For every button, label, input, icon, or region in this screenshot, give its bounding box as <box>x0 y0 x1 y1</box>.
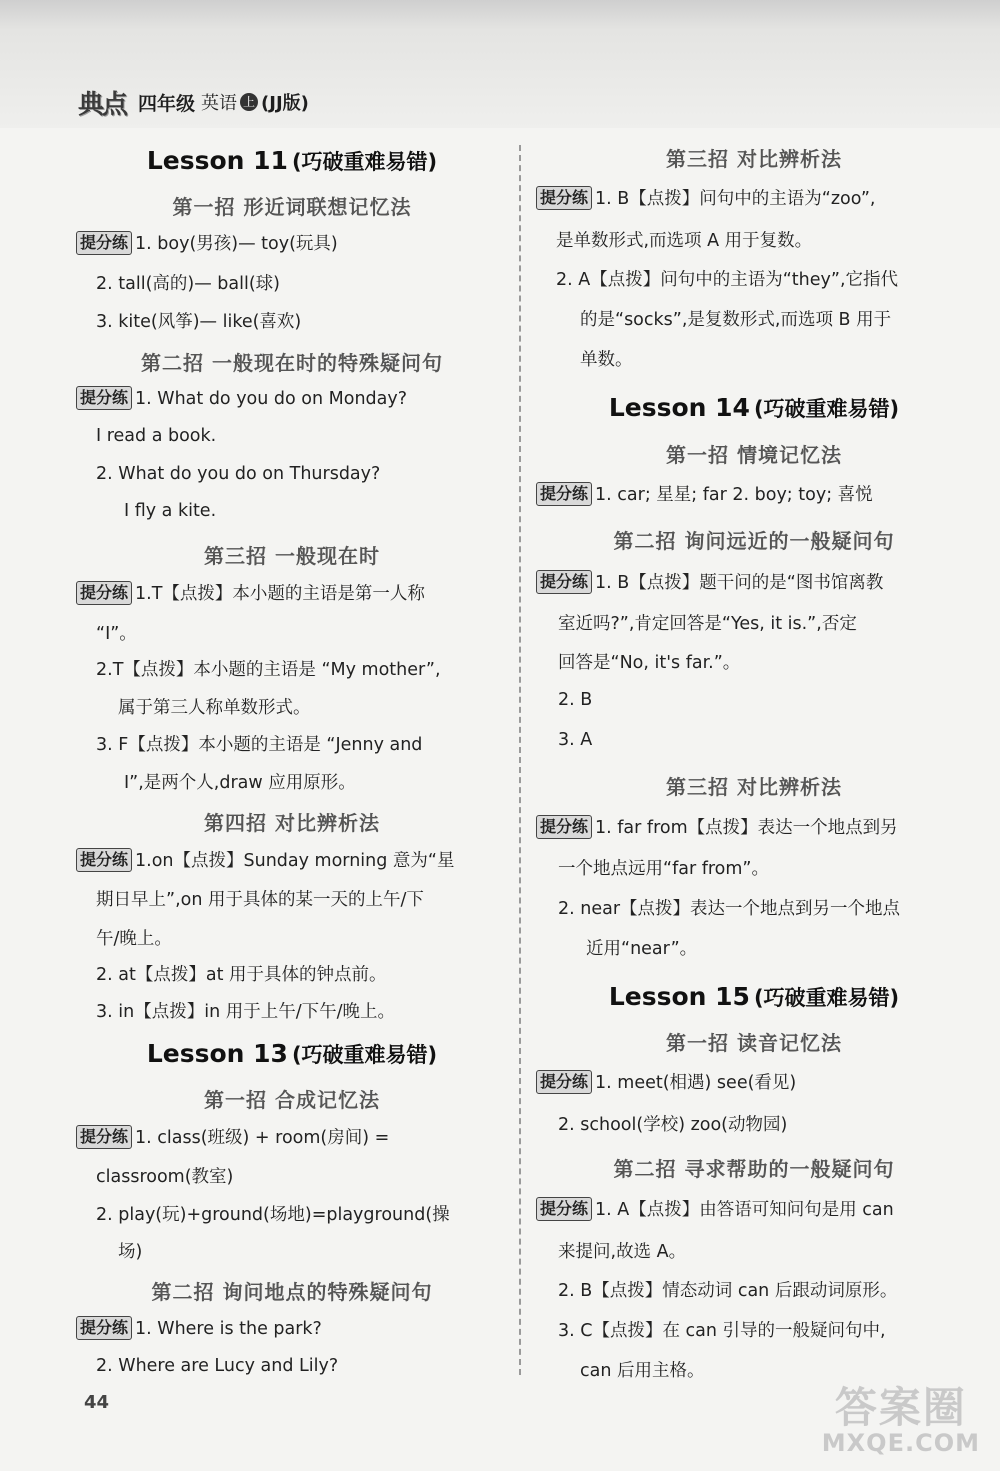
section-title: 第一招 合成记忆法 <box>204 1088 380 1112</box>
section-title: 第一招 读音记忆法 <box>666 1031 842 1055</box>
answer-line: 2. school(学校) zoo(动物园) <box>558 1115 788 1135</box>
tag-badge: 提分练 <box>536 815 592 839</box>
answer-text: 1. Where is the park? <box>135 1319 322 1339</box>
answer-line: 午/晚上。 <box>96 929 172 949</box>
answer-line: 3. A <box>558 730 593 750</box>
lesson-13-title <box>76 1039 508 1069</box>
tag-badge: 提分练 <box>536 1197 592 1221</box>
answer-line: 单数。 <box>580 350 633 370</box>
tag-badge: 提分练 <box>536 482 592 506</box>
answer-text: 1.on【点拨】Sunday morning 意为“星 <box>135 851 455 871</box>
section-title: 第二招 询问地点的特殊疑问句 <box>151 1280 433 1304</box>
lesson-13-name: Lesson 13 <box>146 1039 288 1068</box>
grade-label: 四年级 <box>138 92 196 115</box>
tag-badge: 提分练 <box>76 848 132 872</box>
answer-line: 2.T【点拨】本小题的主语是 “My mother”, <box>96 660 441 680</box>
answer-line: 室近吗?”,肯定回答是“Yes, it is.”,否定 <box>558 614 857 634</box>
lesson-15-name: Lesson 15 <box>608 982 750 1011</box>
section-title: 第一招 形近词联想记忆法 <box>172 195 412 219</box>
watermark-url: MXQE.COM <box>821 1429 980 1457</box>
answer-line: 2. near【点拨】表达一个地点到另一个地点 <box>558 899 901 919</box>
answer-line <box>76 1316 322 1340</box>
answer-line: 2. A【点拨】问句中的主语为“they”,它指代 <box>556 270 899 290</box>
answer-line: 2. play(玩)+ground(场地)=playground(操 <box>96 1205 450 1225</box>
answer-line: 场) <box>118 1242 143 1262</box>
answer-line <box>536 814 898 839</box>
answer-text: 1. class(班级) + room(房间) = <box>135 1128 390 1148</box>
answer-text: 1. A【点拨】由答语可知问句是用 can <box>595 1200 894 1220</box>
answer-line: 3. kite(风筝)— like(喜欢) <box>96 312 302 332</box>
lesson-14-title <box>536 393 972 423</box>
answer-line: 3. F【点拨】本小题的主语是 “Jenny and <box>96 735 423 755</box>
lesson-15-title <box>536 982 972 1012</box>
answer-line: 2. tall(高的)— ball(球) <box>96 274 280 294</box>
lesson-11-name: Lesson 11 <box>146 146 288 175</box>
lesson-11-subtitle: (巧破重难易错) <box>291 150 438 174</box>
tag-badge: 提分练 <box>76 581 132 605</box>
answer-line <box>536 569 883 594</box>
lesson-14-name: Lesson 14 <box>608 393 750 422</box>
answer-line: 期日早上”,on 用于具体的某一天的上午/下 <box>96 890 424 910</box>
section-title: 第二招 寻求帮助的一般疑问句 <box>613 1157 895 1181</box>
answer-text: 1. boy(男孩)— toy(玩具) <box>135 234 338 254</box>
subject-label: 英语 <box>201 93 238 114</box>
answer-text: 1. car; 星星; far 2. boy; toy; 喜悦 <box>595 485 873 505</box>
answer-line: I fly a kite. <box>124 501 217 521</box>
tag-badge: 提分练 <box>76 231 132 255</box>
answer-line: classroom(教室) <box>96 1167 234 1187</box>
answer-line: 2. at【点拨】at 用于具体的钟点前。 <box>96 965 387 985</box>
tag-badge: 提分练 <box>536 570 592 594</box>
answer-line: 属于第三人称单数形式。 <box>118 698 311 718</box>
section-title: 第二招 一般现在时的特殊疑问句 <box>141 351 443 375</box>
lesson-14-subtitle: (巧破重难易错) <box>753 397 900 421</box>
section-title: 第一招 情境记忆法 <box>666 443 842 467</box>
answer-line: 是单数形式,而选项 A 用于复数。 <box>556 231 813 251</box>
answer-line: 3. C【点拨】在 can 引导的一般疑问句中, <box>558 1321 886 1341</box>
section-title: 第三招 对比辨析法 <box>666 775 842 799</box>
watermark-text: 答案圈 <box>834 1383 967 1432</box>
tag-badge: 提分练 <box>76 1316 132 1340</box>
answer-line: I”,是两个人,draw 应用原形。 <box>124 773 356 793</box>
answer-text: 1. What do you do on Monday? <box>135 389 408 409</box>
section-title: 第二招 询问远近的一般疑问句 <box>613 529 895 553</box>
answer-line <box>536 481 873 506</box>
answer-text: 1. B【点拨】问句中的主语为“zoo”, <box>595 189 876 209</box>
answer-line <box>536 185 875 210</box>
section-title: 第三招 一般现在时 <box>204 544 380 568</box>
answer-line: 2. Where are Lucy and Lily? <box>96 1356 339 1376</box>
answer-line <box>76 580 425 605</box>
page-header <box>0 0 1000 128</box>
brand-logo: 典点 <box>78 89 127 120</box>
lesson-11-title <box>76 146 508 176</box>
column-divider <box>519 145 521 1375</box>
answer-line: 一个地点远用“far from”。 <box>558 859 769 879</box>
answer-line <box>76 1124 389 1149</box>
book-brand <box>78 82 309 122</box>
lesson-15-subtitle: (巧破重难易错) <box>753 986 900 1010</box>
answer-line: “I”。 <box>96 624 137 644</box>
answer-text: 1. meet(相遇) see(看见) <box>595 1073 797 1093</box>
edition-label: (JJ版) <box>261 93 309 114</box>
volume-badge: 上 <box>240 93 258 111</box>
answer-line <box>76 386 407 410</box>
answer-text: 1. B【点拨】题干问的是“图书馆离教 <box>595 573 884 593</box>
tag-badge: 提分练 <box>76 386 132 410</box>
tag-badge: 提分练 <box>536 186 592 210</box>
answer-line: 的是“socks”,是复数形式,而选项 B 用于 <box>580 310 892 330</box>
answer-line: 回答是“No, it's far.”。 <box>558 653 741 673</box>
tag-badge: 提分练 <box>76 1125 132 1149</box>
answer-line: 来提问,故选 A。 <box>558 1242 687 1262</box>
answer-line: 3. in【点拨】in 用于上午/下午/晚上。 <box>96 1002 396 1022</box>
answer-text: 1.T【点拨】本小题的主语是第一人称 <box>135 584 425 604</box>
watermark <box>822 1375 980 1457</box>
answer-line: can 后用主格。 <box>580 1361 705 1381</box>
lesson-13-subtitle: (巧破重难易错) <box>291 1043 438 1067</box>
answer-line <box>536 1196 894 1221</box>
answer-line: 2. B【点拨】情态动词 can 后跟动词原形。 <box>558 1281 898 1301</box>
answer-line: 2. B <box>558 690 593 710</box>
section-title: 第四招 对比辨析法 <box>204 811 380 835</box>
answer-line: 2. What do you do on Thursday? <box>96 464 381 484</box>
answer-line: I read a book. <box>96 426 217 446</box>
answer-line <box>76 847 454 872</box>
page-number: 44 <box>84 1392 110 1413</box>
section-title: 第三招 对比辨析法 <box>666 147 842 171</box>
tag-badge: 提分练 <box>536 1070 592 1094</box>
answer-line <box>76 230 338 255</box>
answer-text: 1. far from【点拨】表达一个地点到另 <box>595 818 898 838</box>
answer-line: 近用“near”。 <box>586 939 698 959</box>
answer-line <box>536 1069 796 1094</box>
